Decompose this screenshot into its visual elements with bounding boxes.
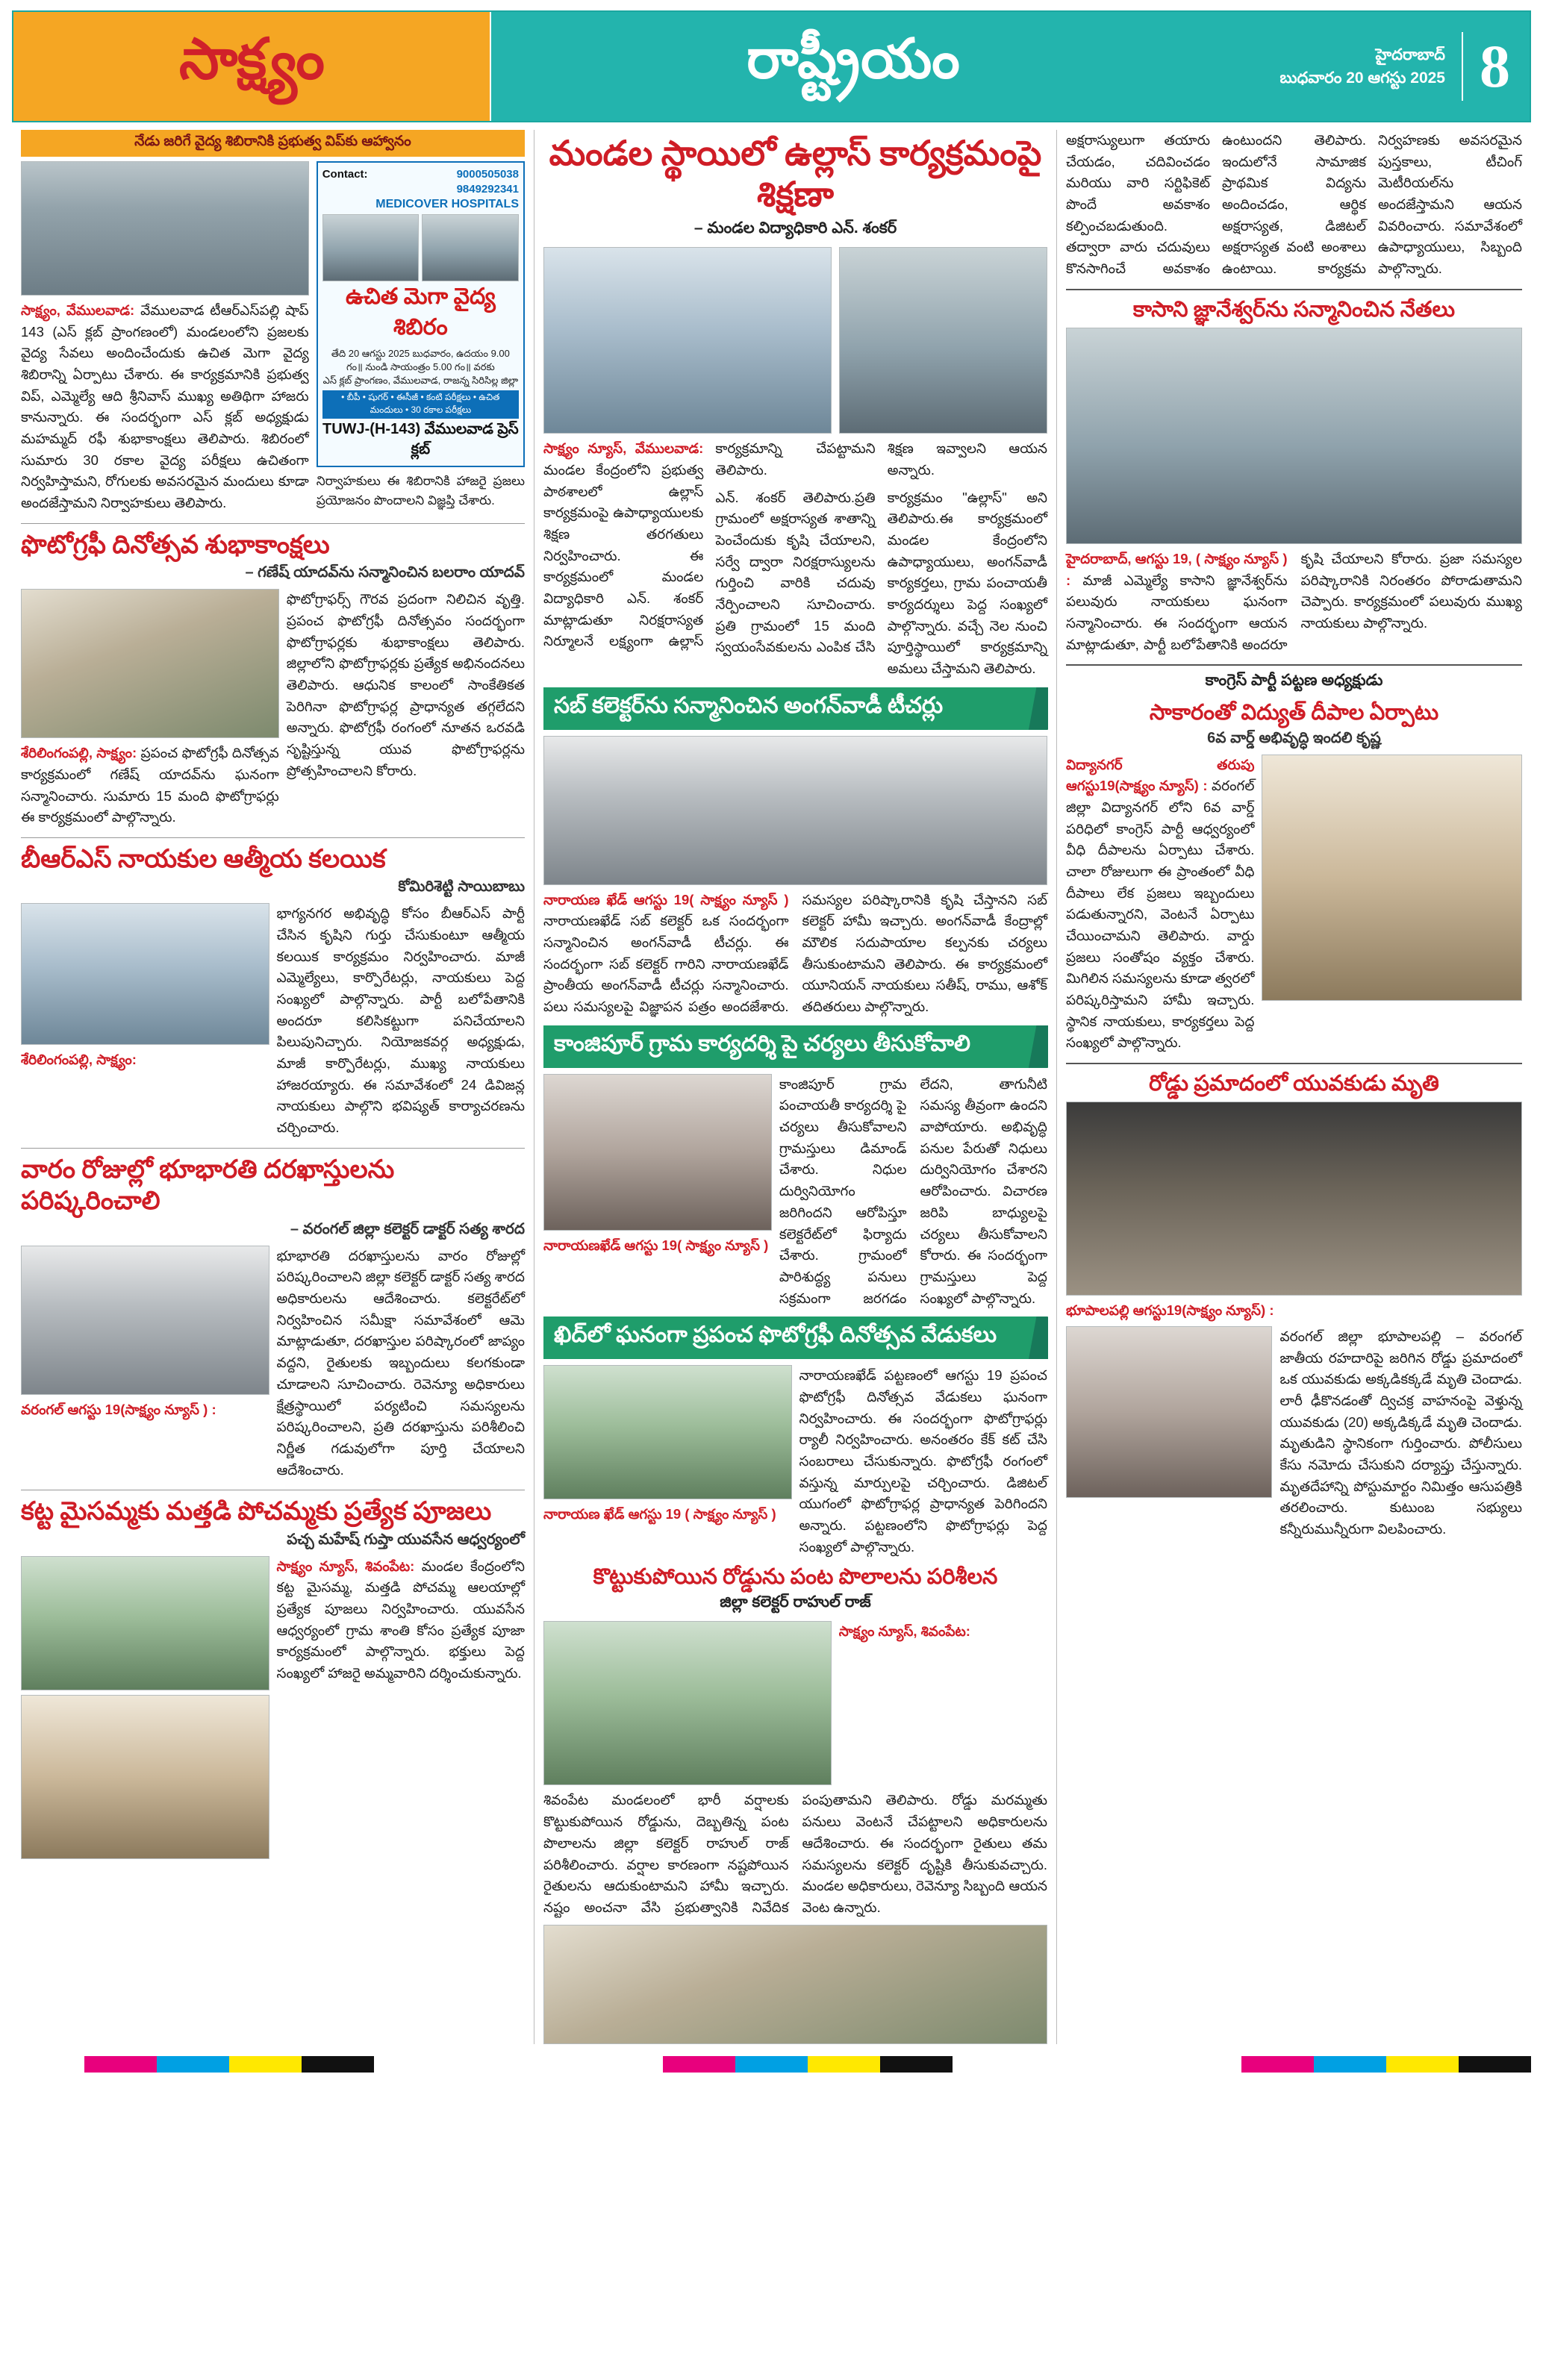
ad-services-strip: • బీపీ • షుగర్ • ఈసీజీ • కంటి పరీక్షలు • ఉచిత మందులు • 30 రకాల పరీక్షలు xyxy=(322,390,519,419)
lead-byline: – మండల విద్యాధికారి ఎన్. శంకర్ xyxy=(693,219,897,237)
subcollector-body xyxy=(543,890,1047,1018)
story5-byline: పచ్చ మహేష్ గుప్తా యువసేన ఆధ్వర్యంలో xyxy=(287,1531,525,1548)
story3-dateline: శేరిలింగంపల్లి, సాక్ష్యం: xyxy=(21,1052,137,1068)
story5-headline: కట్ట మైసమ్మకు మత్తడి పోచమ్మకు ప్రత్యేక పూజలు xyxy=(21,1498,492,1526)
lead-text-3: కార్యక్రమం "ఉల్లాస్" అని తెలిపారు.ఈ కార్యక్రమంలో మండల కేంద్రంలోని ఉపాధ్యాయులు, అంగన్‌వాడీ కార్యకర్తలు, గ్రామ పంచాయతీ కార్యదర్శులు పెద్ద సంఖ్యలో పాల్గొన్నారు. వచ్చే నెల నుంచి పూర్తిస్థాయిలో కార్యక్రమాన్ని అమలు చేస్తామని తెలిపారు. xyxy=(887,489,1047,677)
ad-phone-2: 9849292341 xyxy=(456,183,519,196)
congress-dateline: విద్యానగర్ తరుపు ఆగస్టు19(సాక్ష్యం న్యూస్) : xyxy=(1066,756,1255,794)
story-photo-medical-camp xyxy=(21,161,309,296)
masthead-divider xyxy=(1462,32,1463,101)
kasani-photo xyxy=(1066,328,1522,544)
crops-dateline: సాక్ష్యం న్యూస్, శివంపేట: xyxy=(838,1623,970,1640)
lead-text-2: ఎన్. శంకర్ తెలిపారు.ప్రతి గ్రామంలో అక్షరాస్యత శాతాన్ని పెంచేందుకు కృషి చేయాలని, సర్వే ద్వారా నిరక్షరాస్యులను గుర్తించి వారికి చదువు నేర్పించాలని సూచించారు. ప్రతి గ్రామంలో 15 మంది స్వయంసేవకులను ఎంపిక చేసి శిక్షణ ఇవ్వాలని ఆయన అన్నారు. xyxy=(715,440,1047,655)
kanjipur-row xyxy=(543,1074,1047,1309)
masthead-date: బుధవారం 20 ఆగస్టు 2025 xyxy=(1279,69,1445,87)
kanjipur-text: కాంజిపూర్ గ్రామ పంచాయతీ కార్యదర్శి పై చర్యలు తీసుకోవాలని గ్రామస్తులు డిమాండ్ చేశారు. నిధుల దుర్వినియోగం జరిగిందని ఆరోపిస్తూ కలెక్టరేట్‌లో ఫిర్యాదు చేశారు. గ్రామంలో పారిశుద్ధ్య పనులు సక్రమంగా జరగడం లేదని, తాగునీటి సమస్య తీవ్రంగా ఉందని వాపోయారు. అభివృద్ధి పనుల పేరుతో నిధులు దుర్వినియోగం చేశారని ఆరోపించారు. విచారణ జరిపి బాధ్యులపై చర్యలు తీసుకోవాలని కోరారు. ఈ సందర్భంగా గ్రామస్తులు పెద్ద సంఖ్యలో పాల్గొన్నారు. xyxy=(779,1075,1047,1306)
col-a-top-strip: నేడు జరిగే వైద్య శిబిరానికి ప్రభుత్వ విప్‌కు ఆహ్వానం xyxy=(21,130,525,157)
subcollector-headline: సబ్ కలెక్టర్‌ను సన్మానించిన అంగన్‌వాడీ టీచర్లు xyxy=(543,687,1047,730)
story4-photo xyxy=(21,1246,269,1395)
ad-headline: ఉచిత మెగా వైద్య శిబిరం xyxy=(346,284,496,340)
khidmat-row xyxy=(543,1365,1047,1558)
story3-photo xyxy=(21,903,269,1045)
masthead-city: హైదరాబాద్ xyxy=(1375,46,1445,63)
lead-photo-speaker xyxy=(839,247,1047,434)
subcollector-text: నారాయణఖేడ్ సబ్ కలెక్టర్ ఒక సందర్భంగా సన్మానించిన అంగన్‌వాడీ టీచర్లు. ఈ సందర్భంగా సబ్ కలెక్టర్ గారిని నారాయణఖేడ్ ప్రాంతీయ అంగన్‌వాడీ టీచర్లు సన్మానించారు. పలు సమస్యలపై విజ్ఞాపన పత్రం అందజేశారు. సమస్యల పరిష్కారానికి కృషి చేస్తానని సబ్ కలెక్టర్ హామీ ఇచ్చారు. అంగన్‌వాడీ కేంద్రాల్లో మౌలిక సదుపాయాల కల్పనకు చర్యలు తీసుకుంటామని తెలిపారు. ఈ కార్యక్రమంలో యూనియన్ నాయకులు సతీష్, రాము, ఆశోక్ తదితరులు పాల్గొన్నారు. xyxy=(543,891,1047,1015)
masthead-meta xyxy=(1216,12,1530,121)
story4-row xyxy=(21,1246,525,1481)
lead-headline: మండల స్థాయిలో ఉల్లాస్ కార్యక్రమంపై శిక్షణా xyxy=(549,134,1042,214)
story4-headline: వారం రోజుల్లో భూభారతి దరఖాస్తులను పరిష్కరించాలి xyxy=(21,1155,395,1216)
story1-dateline: సాక్ష్యం, వేములవాడ: xyxy=(21,302,135,318)
col-a-top-row xyxy=(21,161,525,514)
ad-photo-doctor-1 xyxy=(322,214,420,281)
congress-kicker: కాంగ్రెస్ పార్టీ పట్టణ అధ్యక్షుడు xyxy=(1205,672,1383,690)
divider-c2 xyxy=(1066,664,1522,666)
divider-a3 xyxy=(21,1148,525,1149)
ad-subtitle-1: తేది 20 ఆగస్టు 2025 బుధవారం, ఉదయం 9.00 గం॥ నుండి సాయంత్రం 5.00 గం॥ వరకు xyxy=(331,347,510,372)
divider-c1 xyxy=(1066,289,1522,290)
congress-headline: సాకారంతో విద్యుత్ దీపాల ఏర్పాటు xyxy=(1149,701,1439,725)
divider-c3 xyxy=(1066,1063,1522,1064)
crops-text: శివంపేట మండలంలో భారీ వర్షాలకు కొట్టుకుపోయిన రోడ్డును, దెబ్బతిన్న పంట పొలాలను జిల్లా కలెక్టర్ రాహుల్ రాజ్ పరిశీలించారు. వర్షాల కారణంగా నష్టపోయిన రైతులను ఆదుకుంటామని హామీ ఇచ్చారు. నష్టం అంచనా వేసి ప్రభుత్వానికి నివేదిక పంపుతామని తెలిపారు. రోడ్డు మరమ్మతు పనులు వెంటనే చేపట్టాలని అధికారులను ఆదేశించారు. ఈ సందర్భంగా రైతులు తమ సమస్యలను కలెక్టర్ దృష్టికి తీసుకువచ్చారు. మండల అధికారులు, రెవెన్యూ సిబ్బంది ఆయన వెంట ఉన్నారు. xyxy=(543,1792,1047,1915)
accident-photo-victim xyxy=(1066,1326,1272,1498)
lead-body xyxy=(543,438,1047,679)
congress-byline: 6వ వార్డ్ అభివృద్ధి ఇందలి కృష్ణ xyxy=(1207,729,1381,746)
crops-photo-2 xyxy=(543,1925,1047,2044)
lead-photo-hall xyxy=(543,247,832,434)
story4-text: భూభారతి దరఖాస్తులను వారం రోజుల్లో పరిష్కరించాలని జిల్లా కలెక్టర్ డాక్టర్ సత్య శారద అధికారులను ఆదేశించారు. కలెక్టరేట్‌లో నిర్వహించిన సమీక్షా సమావేశంలో ఆమె మాట్లాడుతూ, దరఖాస్తుల పరిష్కారంలో జాప్యం వద్దని, రైతులకు ఇబ్బందులు కలగకుండా చూడాలని సూచించారు. రెవెన్యూ అధికారులు క్షేత్రస్థాయిలో పర్యటించి సమస్యలను పరిష్కరించాలని, ప్రతి దరఖాస్తును పరిశీలించి నిర్ణీత గడువులోగా పూర్తి చేయాలని ఆదేశించారు. xyxy=(276,1247,525,1478)
accident-photo-scene xyxy=(1066,1102,1522,1296)
column-center xyxy=(534,130,1057,2044)
subcollector-photo xyxy=(543,736,1047,885)
crops-row xyxy=(543,1621,1047,1785)
story2-text-1: ఫొటోగ్రాఫర్స్ గౌరవ ప్రదంగా నిలిచిన వృత్తి. ప్రపంచ ఫొటోగ్రఫీ దినోత్సవం సందర్భంగా ఫొటోగ్రాఫర్లకు శుభాకాంక్షలు తెలిపారు. జిల్లాలోని ఫొటోగ్రాఫర్లకు ప్రత్యేక అభినందనలు తెలిపారు. ఆధునిక కాలంలో సాంకేతికత పెరిగినా ఫొటోగ్రాఫర్ల ప్రాధాన్యత తగ్గలేదని అన్నారు. ఫొటోగ్రఫీ రంగంలో నూతన ఒరవడి సృష్టిస్తున్న యువ ఫొటోగ్రాఫర్లను ప్రోత్సహించాలని కోరారు. xyxy=(286,591,525,778)
crops-headline: కొట్టుకుపోయిన రోడ్డును పంట పొలాలను పరిశీలన xyxy=(593,1565,998,1590)
story5-photo-2 xyxy=(21,1695,269,1859)
ad-note: నిర్వాహకులు ఈ శిబిరానికి హాజరై ప్రజలు ప్రయోజనం పొందాలని విజ్ఞప్తి చేశారు. xyxy=(316,474,525,508)
lead-text-1: మండల కేంద్రంలోని ప్రభుత్వ పాఠశాలలో ఉల్లాస్ కార్యక్రమంపై ఉపాధ్యాయులకు శిక్షణ తరగతులు నిర్వహించారు. ఈ కార్యక్రమంలో మండల విద్యాధికారి ఎన్. శంకర్ మాట్లాడుతూ నిరక్షరాస్యత నిర్మూలనే లక్ష్యంగా ఉల్లాస్ కార్యక్రమాన్ని చేపట్టామని తెలిపారు. xyxy=(543,440,876,649)
story2-row xyxy=(21,589,525,828)
kanjipur-dateline: నారాయణఖేడ్ ఆగస్టు 19( సాక్ష్యం న్యూస్ ) xyxy=(543,1237,769,1253)
masthead-logo xyxy=(13,12,491,121)
registration-color-bar xyxy=(12,2056,1531,2073)
story2-dateline: శేరిలింగంపల్లి, సాక్ష్యం: xyxy=(21,745,137,761)
story3-row xyxy=(21,903,525,1138)
story5-photo-1 xyxy=(21,1556,269,1690)
story1-body xyxy=(21,300,309,514)
congress-row xyxy=(1066,755,1522,1054)
congress-text: వరంగల్ జిల్లా విద్యానగర్ లోని 6వ వార్డ్ పరిధిలో కాంగ్రెస్ పార్టీ ఆధ్వర్యంలో వీధి దీపాలను ఏర్పాటు చేశారు. చాలా రోజులుగా ఈ ప్రాంతంలో వీధి దీపాలు లేక ప్రజలు ఇబ్బందులు పడుతున్నారని, వెంటనే ఏర్పాటు చేయించామని తెలిపారు. వార్డు ప్రజలు సంతోషం వ్యక్తం చేశారు. మిగిలిన సమస్యలను కూడా త్వరలో పరిష్కరిస్తామని హామీ ఇచ్చారు. స్థానిక నాయకులు, కార్యకర్తలు పెద్ద సంఖ్యలో పాల్గొన్నారు. xyxy=(1066,778,1255,1051)
story4-dateline: వరంగల్ ఆగస్టు 19(సాక్ష్యం న్యూస్ ) : xyxy=(21,1401,216,1417)
kanjipur-headline: కాంజిపూర్ గ్రామ కార్యదర్శి పై చర్యలు తీసుకోవాలి xyxy=(543,1025,1047,1068)
ad-subtitle-2: ఎస్ క్లబ్ ప్రాంగణం, వేములవాడ, రాజన్న సిరిసిల్ల జిల్లా xyxy=(322,374,519,386)
khidmat-dateline: నారాయణ ఖేడ్ ఆగస్టు 19 ( సాక్ష్యం న్యూస్ ) xyxy=(543,1506,776,1522)
subcollector-dateline: నారాయణ ఖేడ్ ఆగస్టు 19( సాక్ష్యం న్యూస్ ) xyxy=(543,891,789,908)
kasani-body xyxy=(1066,549,1522,655)
advertisement-medicover[interactable] xyxy=(317,161,525,467)
story3-text: భాగ్యనగర అభివృద్ధి కోసం బీఆర్‌ఎస్ పార్టీ చేసిన కృషిని గుర్తు చేసుకుంటూ ఆత్మీయ కలయిక కార్యక్రమం నిర్వహించారు. మాజీ ఎమ్మెల్యేలు, కార్పొరేటర్లు, నాయకులు పెద్ద సంఖ్యలో పాల్గొన్నారు. పార్టీ బలోపేతానికి అందరూ కలిసికట్టుగా పనిచేయాలని పిలుపునిచ్చారు. నియోజకవర్గ అధ్యక్షుడు, మాజీ కార్పొరేటర్లు, ముఖ్య నాయకులు హాజరయ్యారు. ఈ సమావేశంలో 24 డివిజన్ల నాయకులు పాల్గొని భవిష్యత్ కార్యాచరణను చర్చించారు. xyxy=(276,905,525,1136)
crops-photo-1 xyxy=(543,1621,832,1785)
kasani-headline: కాసాని జ్ఞానేశ్వర్‌ను సన్మానించిన నేతలు xyxy=(1132,297,1456,322)
crops-byline: జిల్లా కలెక్టర్ రాహుల్ రాజ్ xyxy=(720,1593,871,1611)
ad-photo-row xyxy=(322,214,519,281)
story2-headline: ఫొటోగ్రఫీ దినోత్సవ శుభాకాంక్షలు xyxy=(21,531,330,559)
story2-photo xyxy=(21,589,279,738)
ad-photo-doctor-2 xyxy=(422,214,519,281)
masthead-dateblock xyxy=(1279,43,1445,90)
ad-top-row xyxy=(322,167,519,198)
divider-a2 xyxy=(21,837,525,838)
story4-byline: – వరంగల్ జిల్లా కలెక్టర్ డాక్టర్ సత్య శారద xyxy=(290,1220,525,1237)
story5-dateline: సాక్ష్యం న్యూస్, శివంపేట: xyxy=(276,1558,415,1574)
ad-footer-text: TUWJ-(H-143) వేములవాడ ప్రెస్ క్లబ్ xyxy=(322,421,519,458)
masthead xyxy=(12,10,1531,122)
divider-a1 xyxy=(21,523,525,524)
story3-byline: కోమిరిశెట్టి సాయిబాబు xyxy=(398,878,525,896)
ad-phone-1: 9000505038 xyxy=(456,168,519,181)
story3-headline: బీఆర్‌ఎస్ నాయకుల ఆత్మీయ కలయిక xyxy=(21,845,386,873)
kasani-text: మాజీ ఎమ్మెల్యే కాసాని జ్ఞానేశ్వర్‌ను పలువురు నాయకులు ఘనంగా సన్మానించారు. ఈ సందర్భంగా ఆయన మాట్లాడుతూ, పార్టీ బలోపేతానికి అందరూ కృషి చేయాలని కోరారు. ప్రజా సమస్యల పరిష్కారానికి నిరంతరం పోరాడుతామని చెప్పారు. కార్యక్రమంలో పలువురు ముఖ్య నాయకులు పాల్గొన్నారు. xyxy=(1066,550,1522,652)
story2-text-2: ప్రపంచ ఫొటోగ్రఫీ దినోత్సవ కార్యక్రమంలో గణేష్ యాదవ్‌ను ఘనంగా సన్మానించారు. సుమారు 15 మంది ఫొటోగ్రాఫర్లు ఈ కార్యక్రమంలో పాల్గొన్నారు. xyxy=(21,745,279,825)
page-content xyxy=(12,130,1531,2044)
kasani-dateline: హైదరాబాద్, ఆగస్టు 19, ( సాక్ష్యం న్యూస్ ) : xyxy=(1066,550,1288,588)
lead-overflow-text: అక్షరాస్యులుగా తయారు చేయడం, చదివించడం మరియు వారి సర్టిఫికెట్ పొందే అవకాశం కల్పించబడుతుంది. తద్వారా వారు చదువులు కొనసాగించే అవకాశం ఉంటుందని తెలిపారు. ఇందులోనే సామాజిక ప్రాథమిక విద్యను అందించడం, ఆర్థిక అక్షరాస్యత, డిజిటల్ అక్షరాస్యత వంటి అంశాలు ఉంటాయి. కార్యక్రమ నిర్వహణకు అవసరమైన పుస్తకాలు, టీచింగ్ మెటీరియల్‌ను అందజేస్తామని ఆయన వివరించారు. సమావేశంలో ఉపాధ్యాయులు, సిబ్బంది పాల్గొన్నారు. xyxy=(1066,132,1522,277)
column-left xyxy=(12,130,534,2044)
accident-text: వరంగల్ జిల్లా భూపాలపల్లి – వరంగల్ జాతీయ రహదారిపై జరిగిన రోడ్డు ప్రమాదంలో ఒక యువకుడు అక్కడికక్కడే మృతి చెందాడు. లారీ ఢీకొనడంతో ద్విచక్ర వాహనంపై వెళ్తున్న యువకుడు (20) అక్కడిక్కడే మృతి చెందాడు. మృతుడిని స్థానికంగా గుర్తించారు. పోలీసులు కేసు నమోదు చేసుకుని దర్యాప్తు చేస్తున్నారు. మృతదేహాన్ని పోస్టుమార్టం నిమిత్తం ఆసుపత్రికి తరలించారు. కుటుంబ సభ్యులు కన్నీరుమున్నీరుగా విలపించారు. xyxy=(1279,1328,1522,1537)
masthead-section-title: రాష్ట్రీయం xyxy=(746,29,961,90)
accident-headline: రోడ్డు ప్రమాదంలో యువకుడు మృతి xyxy=(1149,1071,1439,1096)
masthead-logo-text: సాక్ష్యం xyxy=(179,28,324,91)
kanjipur-photo xyxy=(543,1074,772,1231)
accident-row xyxy=(1066,1326,1522,1540)
masthead-section xyxy=(491,12,1216,121)
congress-photo xyxy=(1262,755,1522,1001)
lead-dateline: సాక్ష్యం న్యూస్, వేములవాడ: xyxy=(543,440,704,457)
story5-text: మండల కేంద్రంలోని కట్ట మైసమ్మ, మత్తడి పోచమ్మ ఆలయాల్లో ప్రత్యేక పూజలు నిర్వహించారు. యువసేన ఆధ్వర్యంలో గ్రామ శాంతి కోసం ప్రత్యేక పూజా కార్యక్రమంలో పాల్గొన్నారు. భక్తులు పెద్ద సంఖ్యలో హాజరై అమ్మవారిని దర్శించుకున్నారు. xyxy=(276,1558,525,1681)
masthead-page-number: 8 xyxy=(1480,32,1510,100)
khidmat-text: నారాయణఖేడ్ పట్టణంలో ఆగస్టు 19 ప్రపంచ ఫొటోగ్రఫీ దినోత్సవ వేడుకలు ఘనంగా నిర్వహించారు. ఈ సందర్భంగా ఫొటోగ్రాఫర్లు ర్యాలీ నిర్వహించారు. అనంతరం కేక్ కట్ చేసి సంబరాలు చేసుకున్నారు. ఫొటోగ్రఫీ రంగంలో వస్తున్న మార్పులపై చర్చించారు. డిజిటల్ యుగంలో ఫొటోగ్రాఫర్ల ప్రాధాన్యత పెరిగిందని అన్నారు. పట్టణంలోని ఫొటోగ్రాఫర్లు పెద్ద సంఖ్యలో పాల్గొన్నారు. xyxy=(799,1367,1047,1555)
story1-text: వేములవాడ టీఆర్‌ఎస్‌పల్లి షాప్ 143 (ఎస్ క్లబ్ ప్రాంగణంలో) మండలంలోని ప్రజలకు వైద్య సేవలు అందించేందుకు ఉచిత మెగా వైద్య శిబిరాన్ని ఏర్పాటు చేశారు. ఈ కార్యక్రమానికి ప్రభుత్వ విప్, ఎమ్మెల్యే ఆది శ్రీనివాస్ ముఖ్య అతిథిగా హాజరు కానున్నారు. ఈ సందర్భంగా ఎస్ క్లబ్ అధ్యక్షుడు మహమ్మద్ రఫీ శుభాకాంక్షలు తెలిపారు. శిబిరంలో సుమారు 30 రకాల వైద్య పరీక్షలు ఉచితంగా నిర్వహిస్తామని, రోగులకు అవసరమైన మందులు కూడా అందజేస్తామని నిర్వాహకులు తెలిపారు. xyxy=(21,302,309,511)
ad-brand-name: MEDICOVER HOSPITALS xyxy=(375,197,519,210)
khidmat-headline: ఖిద్‌లో ఘనంగా ప్రపంచ ఫొటోగ్రఫీ దినోత్సవ వేడుకలు xyxy=(543,1317,1047,1359)
story2-byline: – గణేష్ యాదవ్‌ను సన్మానించిన బలరాం యాదవ్ xyxy=(245,564,525,581)
story5-row xyxy=(21,1556,525,1859)
ad-contact-label: Contact: xyxy=(322,168,368,181)
column-right xyxy=(1057,130,1531,2044)
khidmat-photo xyxy=(543,1365,792,1499)
lead-photo-row xyxy=(543,247,1047,434)
accident-dateline: భూపాలపల్లి ఆగస్టు19(సాక్ష్యం న్యూస్) : xyxy=(1066,1302,1274,1319)
